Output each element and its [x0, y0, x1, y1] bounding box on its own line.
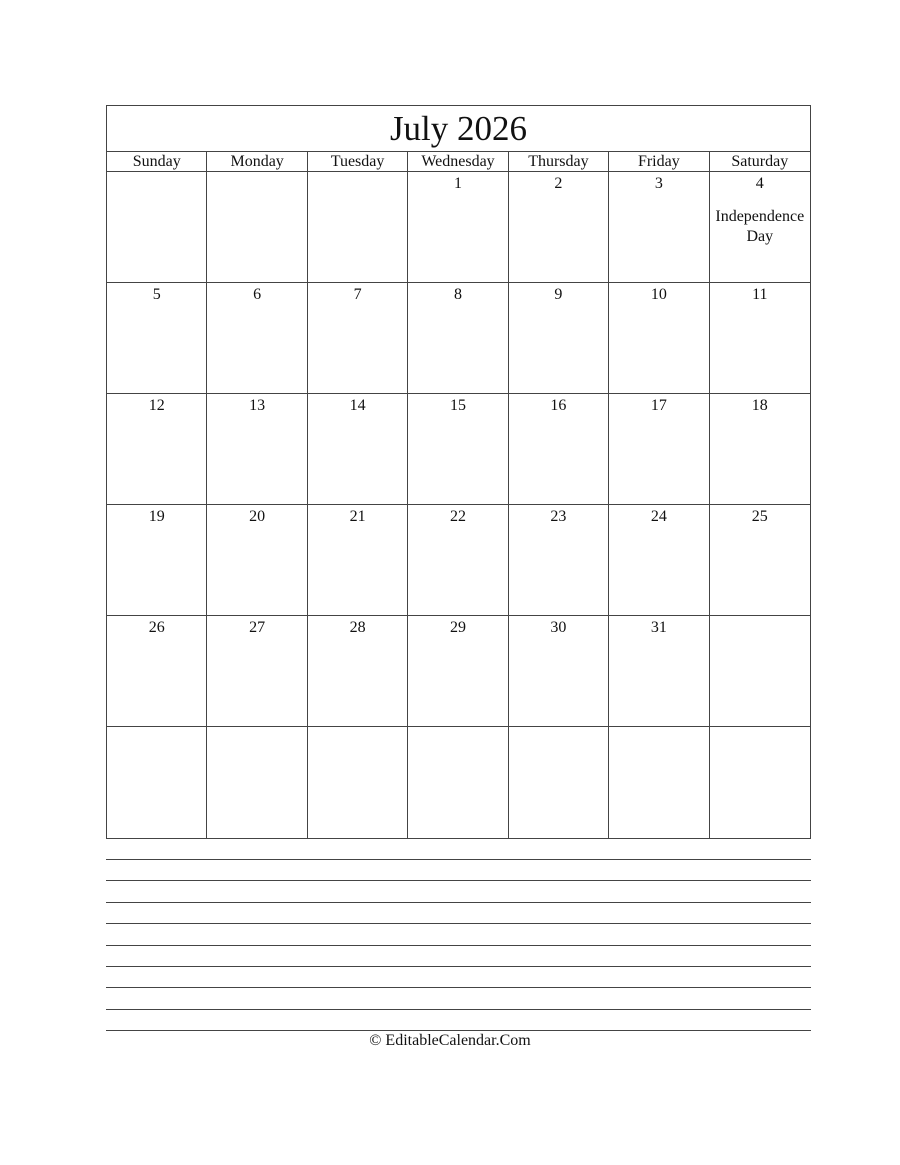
- day-cell: [509, 394, 609, 505]
- day-number: 31: [650, 619, 667, 636]
- weekday-label: Thursday: [509, 152, 609, 172]
- day-cell: [207, 394, 307, 505]
- day-number: 21: [349, 508, 366, 525]
- day-number: 8: [453, 286, 462, 303]
- day-number: 4: [755, 175, 764, 192]
- day-cell: [308, 727, 408, 838]
- day-cell: [509, 172, 609, 283]
- note-line: [106, 923, 811, 944]
- day-number: 11: [752, 286, 768, 303]
- note-line: [106, 987, 811, 1008]
- day-number: 17: [650, 397, 667, 414]
- weekday-label: Monday: [207, 152, 307, 172]
- note-line: [106, 945, 811, 966]
- footer-credit: © EditableCalendar.Com: [369, 1032, 531, 1049]
- day-number: 27: [249, 619, 266, 636]
- day-number: 22: [449, 508, 466, 525]
- day-number: 2: [554, 175, 563, 192]
- day-cell: [710, 727, 810, 838]
- day-cell: [408, 505, 508, 616]
- weekday-header: [107, 152, 810, 172]
- day-number: 3: [654, 175, 663, 192]
- day-number: 24: [650, 508, 667, 525]
- day-grid: [107, 172, 810, 838]
- note-line: [106, 966, 811, 987]
- day-number: 7: [353, 286, 362, 303]
- day-cell: [207, 505, 307, 616]
- notes-area: [106, 859, 811, 1052]
- day-cell: [609, 505, 709, 616]
- day-cell: [609, 394, 709, 505]
- day-number: 18: [751, 397, 768, 414]
- note-line: [106, 859, 811, 880]
- day-cell: [509, 505, 609, 616]
- day-number: 12: [148, 397, 165, 414]
- day-cell: [710, 394, 810, 505]
- day-number: 20: [249, 508, 266, 525]
- day-number: 10: [650, 286, 667, 303]
- day-number: 29: [449, 619, 466, 636]
- day-number: 14: [349, 397, 366, 414]
- day-cell: [408, 172, 508, 283]
- day-cell: [107, 616, 207, 727]
- day-number: 23: [550, 508, 567, 525]
- day-number: 9: [554, 286, 563, 303]
- day-cell: [509, 283, 609, 394]
- day-cell: [107, 505, 207, 616]
- holiday-label: Independence Day: [715, 208, 805, 245]
- day-number: 28: [349, 619, 366, 636]
- note-line: [106, 1009, 811, 1030]
- day-cell: [408, 616, 508, 727]
- weekday-label: Tuesday: [308, 152, 408, 172]
- calendar: [106, 105, 811, 839]
- day-cell: [609, 727, 709, 838]
- day-cell: [408, 727, 508, 838]
- day-cell: [710, 505, 810, 616]
- weekday-label: Sunday: [107, 152, 207, 172]
- day-cell: [207, 616, 307, 727]
- weekday-label: Wednesday: [408, 152, 508, 172]
- day-number: 6: [253, 286, 262, 303]
- day-cell: [207, 172, 307, 283]
- calendar-title: July 2026: [107, 106, 810, 152]
- day-cell: [609, 283, 709, 394]
- day-cell: [107, 394, 207, 505]
- day-cell: [207, 283, 307, 394]
- day-cell: [710, 616, 810, 727]
- day-cell: [609, 616, 709, 727]
- note-line: [106, 880, 811, 901]
- day-cell: [308, 394, 408, 505]
- day-number: 25: [751, 508, 768, 525]
- day-cell: [308, 616, 408, 727]
- day-number: 30: [550, 619, 567, 636]
- day-number: 26: [148, 619, 165, 636]
- day-cell: [207, 727, 307, 838]
- note-line: [106, 902, 811, 923]
- day-cell: [308, 172, 408, 283]
- day-number: 1: [453, 175, 462, 192]
- weekday-label: Friday: [609, 152, 709, 172]
- weekday-label: Saturday: [731, 153, 789, 170]
- day-cell: [609, 172, 709, 283]
- day-number: 16: [550, 397, 567, 414]
- day-cell: [509, 616, 609, 727]
- day-cell: [710, 172, 810, 283]
- day-cell: [710, 283, 810, 394]
- day-cell: [107, 283, 207, 394]
- day-number: 19: [148, 508, 165, 525]
- day-cell: [408, 283, 508, 394]
- day-cell: [107, 727, 207, 838]
- day-cell: [308, 505, 408, 616]
- day-number: 15: [449, 397, 466, 414]
- day-cell: [408, 394, 508, 505]
- day-number: 13: [249, 397, 266, 414]
- day-cell: [107, 172, 207, 283]
- day-cell: [509, 727, 609, 838]
- day-number: 5: [152, 286, 161, 303]
- day-cell: [308, 283, 408, 394]
